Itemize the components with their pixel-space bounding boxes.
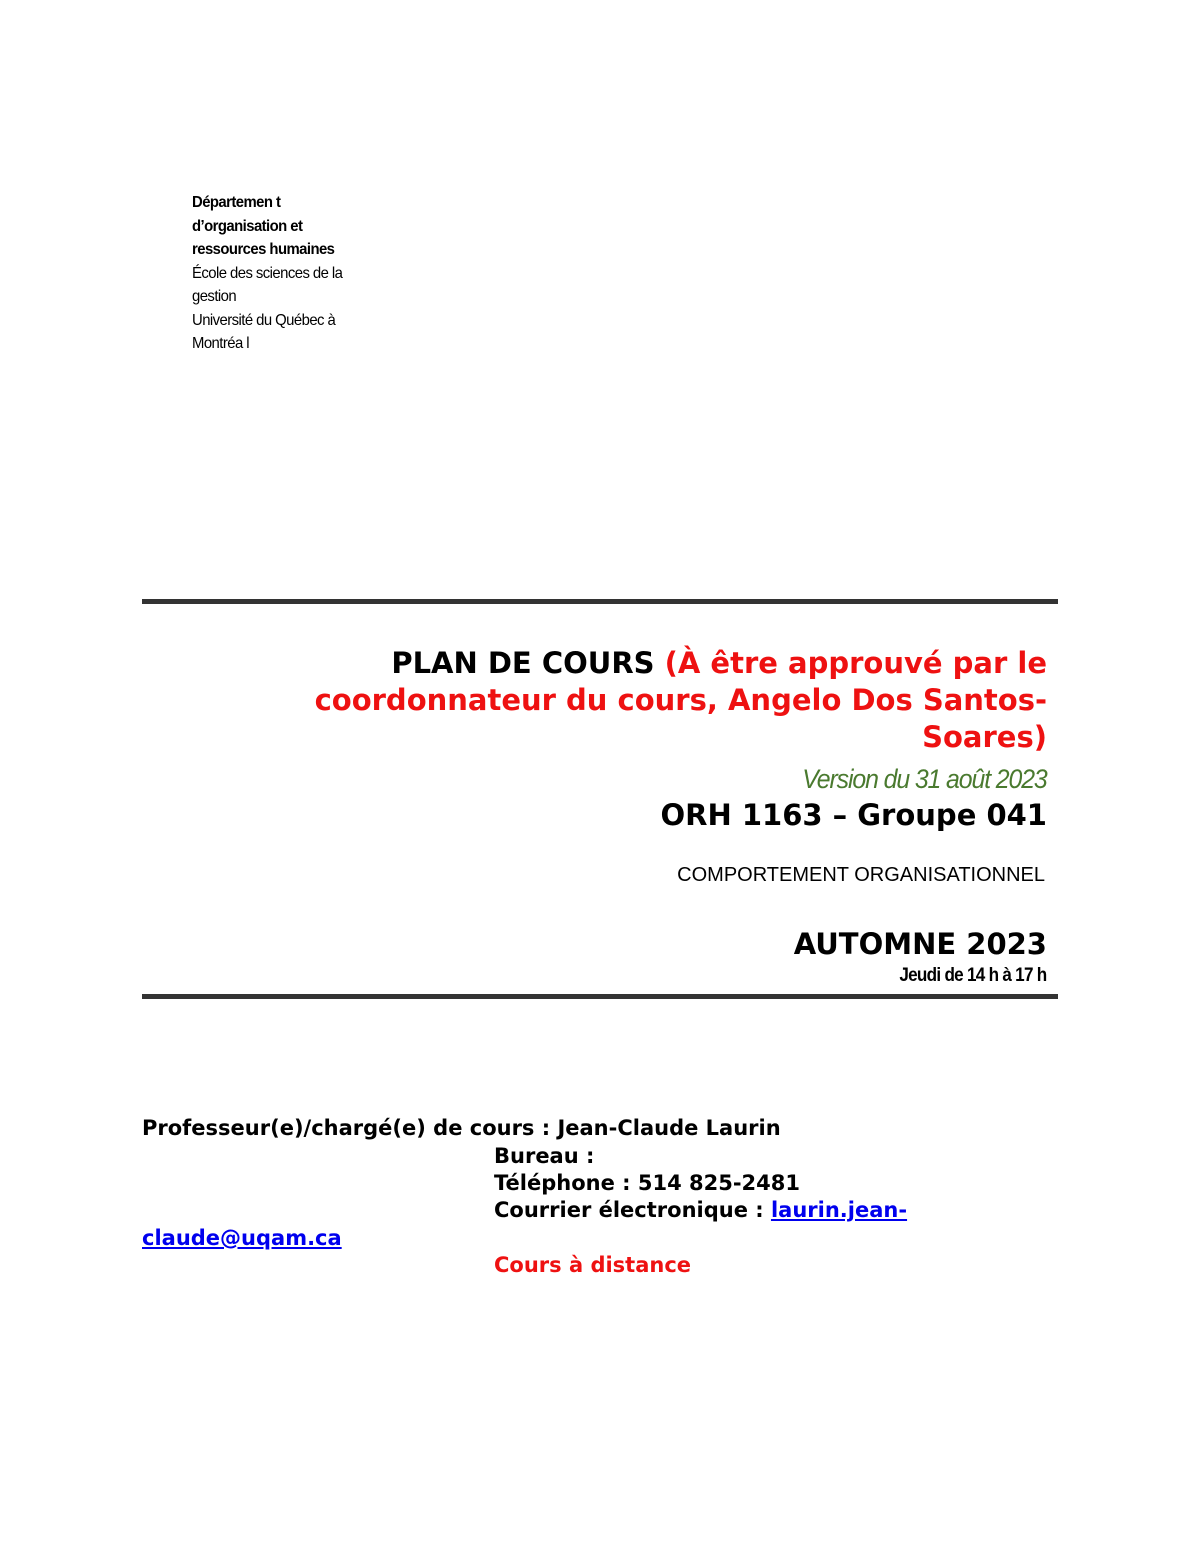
top-divider [142, 599, 1058, 604]
school-name-line-2: gestion [192, 288, 237, 305]
email-line [494, 1197, 907, 1224]
course-code: ORH 1163 – Groupe 041 [660, 798, 1047, 832]
class-schedule: Jeudi de 14 h à 17 h [899, 965, 1047, 986]
phone-line: Téléphone : 514 825-2481 [494, 1171, 800, 1195]
department-name-line-2: d’organisation et [192, 217, 303, 235]
title-main: PLAN DE COURS [391, 646, 665, 680]
email-label: Courrier électronique : [494, 1198, 771, 1222]
instructor-name: Jean-Claude Laurin [557, 1116, 781, 1140]
office-line: Bureau : [494, 1144, 595, 1168]
page-title [217, 645, 1047, 756]
title-approval-note: (À être approuvé par le coordonnateur du cours, Angelo Dos Santos-Soares) [314, 646, 1047, 754]
instructor-label: Professeur(e)/chargé(e) de cours : [142, 1116, 558, 1140]
session-term: AUTOMNE 2023 [793, 927, 1047, 961]
university-name-line-2: Montréa l [192, 335, 250, 352]
university-name-line-1: Université du Québec à [192, 311, 336, 329]
department-name-line-3: ressources humaines [192, 241, 335, 258]
department-name-line-1: Départemen t [192, 194, 281, 211]
email-link-part-1[interactable]: laurin.jean- [770, 1198, 908, 1222]
version-date: Version du 31 août 2023 [802, 764, 1047, 794]
email-link-part-2[interactable]: claude@uqam.ca [142, 1226, 342, 1250]
course-name: COMPORTEMENT ORGANISATIONNEL [677, 864, 1045, 886]
instructor-line [142, 1115, 781, 1142]
school-name-line-1: École des sciences de la [192, 264, 343, 282]
department-address-block [192, 191, 378, 356]
delivery-mode: Cours à distance [494, 1253, 692, 1277]
bottom-divider [142, 994, 1058, 999]
email-line-continued [142, 1225, 342, 1252]
